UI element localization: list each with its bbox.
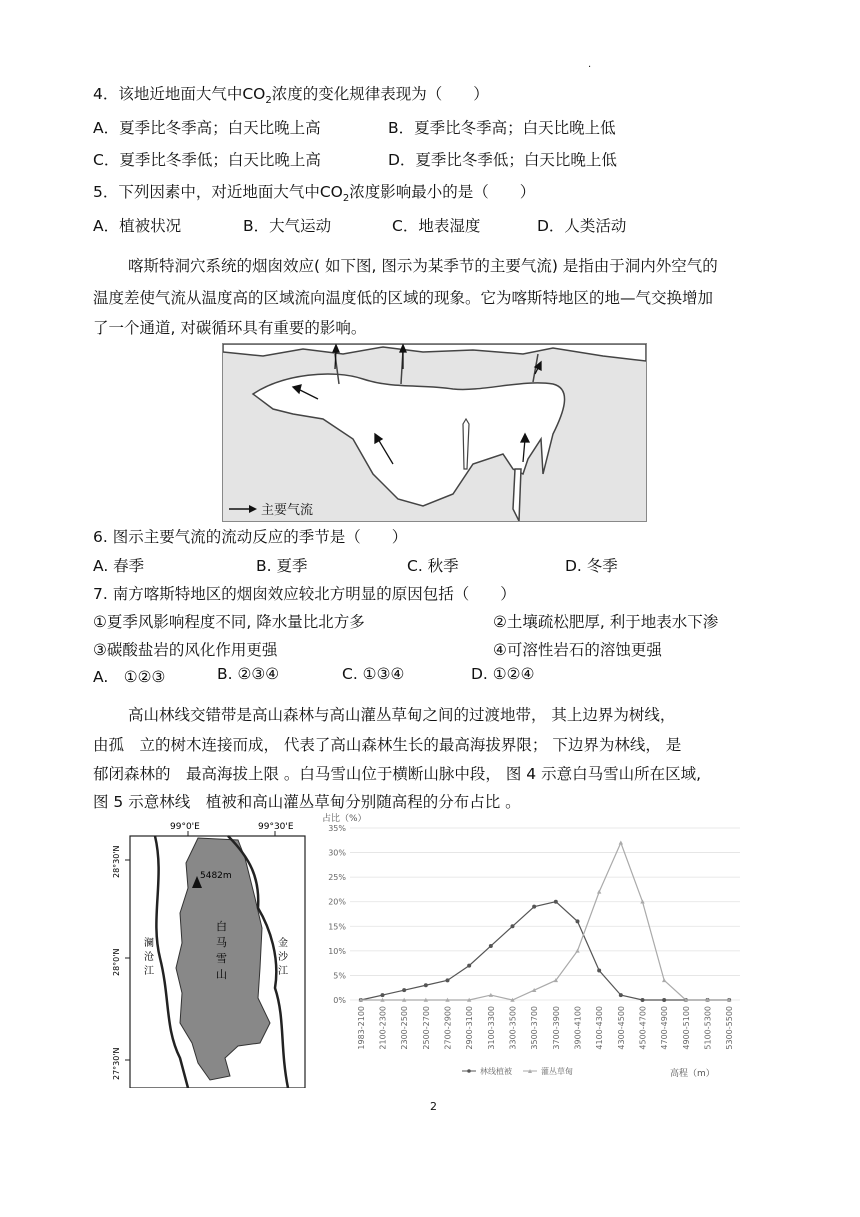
q7-option-c[interactable]: C. ①③④	[342, 665, 405, 683]
mountain-char-2: 马	[216, 936, 227, 949]
q5-option-a[interactable]: A．植被状况	[93, 217, 182, 235]
lat-label-1: 28°30'N	[112, 845, 121, 878]
q4-option-d[interactable]: D．夏季比冬季低；白天比晚上低	[388, 151, 617, 169]
series-2-point	[662, 978, 666, 982]
q4-option-a[interactable]: A．夏季比冬季高；白天比晚上高	[93, 119, 321, 137]
river-left-2: 沧	[144, 952, 154, 963]
river-right-2: 沙	[278, 952, 288, 963]
q7-statement-3: ③碳酸盐岩的风化作用更强	[93, 641, 278, 659]
series-1-point	[511, 924, 515, 928]
series-2-point	[619, 841, 623, 845]
q5-stem-b: 浓度影响最小的是（ ）	[349, 183, 536, 201]
q5-stem	[93, 180, 535, 204]
cave-diagram	[222, 343, 647, 522]
series-1-point	[424, 983, 428, 987]
lat-label-3: 27°30'N	[112, 1047, 121, 1080]
x-tick-label: 4100-4300	[595, 1006, 605, 1050]
q5-option-b[interactable]: B．大气运动	[243, 217, 332, 235]
x-tick-label: 4700-4900	[660, 1006, 670, 1050]
river-right-3: 江	[278, 966, 288, 977]
y-tick-label: 15%	[328, 922, 346, 932]
x-tick-label: 5100-5300	[703, 1006, 713, 1050]
x-tick-label: 4500-4700	[638, 1006, 648, 1050]
x-tick-label: 3500-3700	[530, 1006, 540, 1050]
passage1-line1: 喀斯特洞穴系统的烟囱效应( 如下图, 图示为某季节的主要气流) 是指由于洞内外空气的	[128, 257, 718, 275]
q4-option-b[interactable]: B．夏季比冬季高；白天比晚上低	[388, 119, 616, 137]
mountain-char-4: 山	[216, 968, 227, 981]
passage1-line3: 了一个通道, 对碳循环具有重要的影响。	[93, 319, 367, 337]
q7-option-a[interactable]: A. ①②③	[93, 668, 166, 686]
peak-elevation: 5482m	[200, 871, 232, 881]
baima-map	[110, 818, 310, 1088]
river-right-1: 金	[278, 938, 288, 949]
q6-option-b[interactable]: B. 夏季	[256, 557, 308, 575]
cave-legend	[229, 502, 313, 518]
y-tick-label: 10%	[328, 946, 346, 956]
series-1-point	[446, 978, 450, 982]
q6-option-c[interactable]: C. 秋季	[407, 557, 459, 575]
q5-option-c[interactable]: C．地表湿度	[392, 217, 481, 235]
x-tick-label: 3700-3900	[551, 1006, 561, 1050]
x-tick-label: 4300-4500	[616, 1006, 626, 1050]
page-number: 2	[430, 1100, 437, 1113]
q5-option-d[interactable]: D．人类活动	[537, 217, 627, 235]
lon-label-2: 99°30'E	[258, 822, 294, 832]
series-1-point	[554, 900, 558, 904]
q6-option-d[interactable]: D. 冬季	[565, 557, 618, 575]
q5-stem-a: 5．下列因素中，对近地面大气中CO	[93, 183, 343, 201]
q7-statement-2: ②土壤疏松肥厚, 利于地表水下渗	[493, 613, 719, 631]
x-tick-label: 5300-5500	[725, 1006, 735, 1050]
x-tick-label: 2500-2700	[421, 1006, 431, 1050]
mountain-char-1: 白	[216, 920, 227, 933]
series-1-point	[641, 998, 645, 1002]
x-tick-label: 3900-4100	[573, 1006, 583, 1050]
y-tick-label: 30%	[328, 848, 346, 858]
passage2-line2: 由孤 立的树木连接而成， 代表了高山森林生长的最高海拔界限； 下边界为林线， 是	[93, 736, 682, 754]
y-tick-label: 35%	[328, 824, 346, 833]
series-2-point	[597, 890, 601, 894]
series-1-point	[532, 905, 536, 909]
q4-stem-b: 浓度的变化规律表现为（ ）	[271, 85, 489, 103]
q6-option-a[interactable]: A. 春季	[93, 557, 145, 575]
q6-stem: 6. 图示主要气流的流动反应的季节是（ ）	[93, 528, 408, 546]
x-tick-label: 2300-2500	[400, 1006, 410, 1050]
series-1-point	[467, 964, 471, 968]
x-tick-label: 4900-5100	[681, 1006, 691, 1050]
series-1-point	[402, 988, 406, 992]
chart-ylabel: 占比（%）	[322, 814, 367, 824]
mountain-char-3: 雪	[216, 952, 227, 965]
x-tick-label: 3100-3300	[486, 1006, 496, 1050]
cave-svg	[223, 344, 646, 521]
q7-stem: 7. 南方喀斯特地区的烟囱效应较北方明显的原因包括（ ）	[93, 585, 516, 603]
y-tick-label: 20%	[328, 897, 346, 907]
x-tick-label: 2700-2900	[443, 1006, 453, 1050]
q7-statement-4: ④可溶性岩石的溶蚀更强	[493, 641, 662, 659]
q4-option-c[interactable]: C．夏季比冬季低；白天比晚上高	[93, 151, 321, 169]
chart-legend	[462, 1066, 715, 1079]
river-left-3: 江	[144, 966, 154, 977]
y-tick-label: 5%	[333, 971, 346, 981]
x-tick-label: 1983-2100	[356, 1006, 366, 1050]
legend-series-2: 灌丛草甸	[541, 1067, 573, 1076]
series-1-point	[381, 993, 385, 997]
chart-xlabel: 高程（m）	[670, 1069, 715, 1079]
passage2-line4: 图 5 示意林线 植被和高山灌丛草甸分别随高程的分布占比 。	[93, 793, 521, 811]
passage1-line2: 温度差使气流从温度高的区域流向温度低的区域的现象。它为喀斯特地区的地—气交换增加	[93, 289, 714, 307]
chart-svg	[320, 810, 750, 1090]
q7-statement-1: ①夏季风影响程度不同, 降水量比北方多	[93, 613, 365, 631]
passage2-line1: 高山林线交错带是高山森林与高山灌丛草甸之间的过渡地带， 其上边界为树线，	[128, 706, 676, 724]
series-1-point	[576, 919, 580, 923]
legend-series-1: 林线植被	[480, 1067, 512, 1076]
x-tick-label: 2900-3100	[465, 1006, 475, 1050]
q4-stem-sub: 2	[265, 95, 272, 107]
q4-stem-a: 4．该地近地面大气中CO	[93, 85, 266, 103]
top-dot: ·	[588, 62, 592, 73]
series-1-point	[597, 969, 601, 973]
series-1-point	[662, 998, 666, 1002]
x-tick-label: 3300-3500	[508, 1006, 518, 1050]
x-tick-label: 2100-2300	[378, 1006, 388, 1050]
river-left-1: 澜	[144, 938, 154, 949]
q7-option-d[interactable]: D. ①②④	[471, 665, 535, 683]
q4-stem	[93, 82, 489, 106]
q5-stem-sub: 2	[342, 193, 350, 205]
lat-label-2: 28°0'N	[112, 948, 121, 976]
q7-option-b[interactable]: B. ②③④	[217, 665, 280, 683]
y-tick-label: 25%	[328, 873, 346, 883]
cave-legend-label: 主要气流	[261, 503, 314, 518]
elevation-chart	[320, 810, 750, 1090]
map-svg	[110, 818, 310, 1088]
series-1-point	[619, 993, 623, 997]
lon-label-1: 99°0'E	[170, 822, 200, 832]
series-line-2	[361, 843, 729, 1000]
series-1-point	[489, 944, 493, 948]
passage2-line3: 郁闭森林的 最高海拔上限 。白马雪山位于横断山脉中段， 图 4 示意白马雪山所在区域,	[93, 765, 701, 783]
y-tick-label: 0%	[333, 996, 346, 1005]
